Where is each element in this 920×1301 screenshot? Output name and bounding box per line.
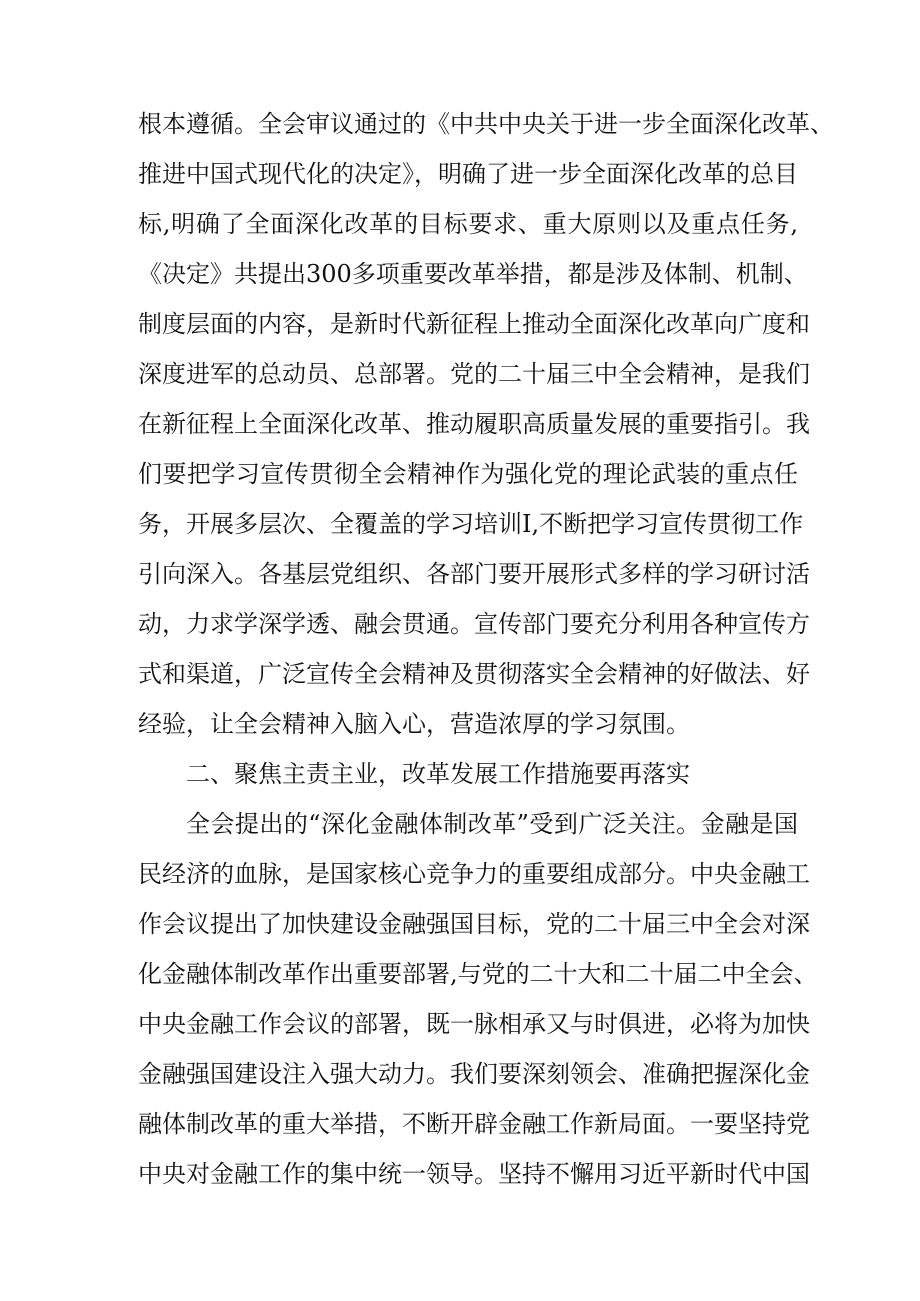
paragraph-line: 式和渠道，广泛宣传全会精神及贯彻落实全会精神的好做法、好 (138, 660, 810, 688)
paragraph-line: 制度层面的内容，是新时代新征程上推动全面深化改革向广度和 (138, 310, 810, 338)
paragraph-line: 全会提出的“深化金融体制改革”受到广泛关注。金融是国 (186, 810, 798, 838)
paragraph-line: 在新征程上全面深化改革、推动履职高质量发展的重要指引。我 (138, 410, 810, 438)
paragraph-line: 动，力求学深学透、融会贯通。宣传部门要充分利用各种宣传方 (138, 610, 810, 638)
paragraph-line: 标,明确了全面深化改革的目标要求、重大原则以及重点任务, (138, 210, 798, 238)
paragraph-line: 民经济的血脉，是国家核心竞争力的重要组成部分。中央金融工 (138, 860, 810, 888)
section-heading: 二、聚焦主责主业，改革发展工作措施要再落实 (186, 760, 690, 788)
paragraph-line: 深度进军的总动员、总部署。党的二十届三中全会精神，是我们 (138, 360, 810, 388)
paragraph-line: 引向深入。各基层党组织、各部门要开展形式多样的学习研讨活 (138, 560, 810, 588)
paragraph-line: 务，开展多层次、全覆盖的学习培训I,不断把学习宣传贯彻工作 (138, 510, 804, 538)
paragraph-line: 经验，让全会精神入脑入心，营造浓厚的学习氛围。 (138, 710, 690, 738)
paragraph-line: 作会议提出了加快建设金融强国目标，党的二十届三中全会对深 (138, 910, 810, 938)
paragraph-line: 推进中国式现代化的决定》，明确了进一步全面深化改革的总目 (138, 160, 798, 188)
paragraph-line: 融体制改革的重大举措，不断开辟金融工作新局面。一要坚持党 (138, 1110, 810, 1138)
paragraph-line: 们要把学习宣传贯彻全会精神作为强化党的理论武装的重点任 (138, 460, 798, 488)
paragraph-line: 根本遵循。全会审议通过的《中共中央关于进一步全面深化改革、 (138, 110, 834, 138)
paragraph-line: 化金融体制改革作出重要部署,与党的二十大和二十届二中全会、 (138, 960, 818, 988)
paragraph-line: 中央对金融工作的集中统一领导。坚持不懈用习近平新时代中国 (138, 1160, 810, 1188)
paragraph-line: 中央金融工作会议的部署，既一脉相承又与时俱进，必将为加快 (138, 1010, 810, 1038)
paragraph-line: 《决定》共提出300多项重要改革举措，都是涉及体制、机制、 (138, 260, 808, 288)
paragraph-line: 金融强国建设注入强大动力。我们要深刻领会、准确把握深化金 (138, 1060, 810, 1088)
